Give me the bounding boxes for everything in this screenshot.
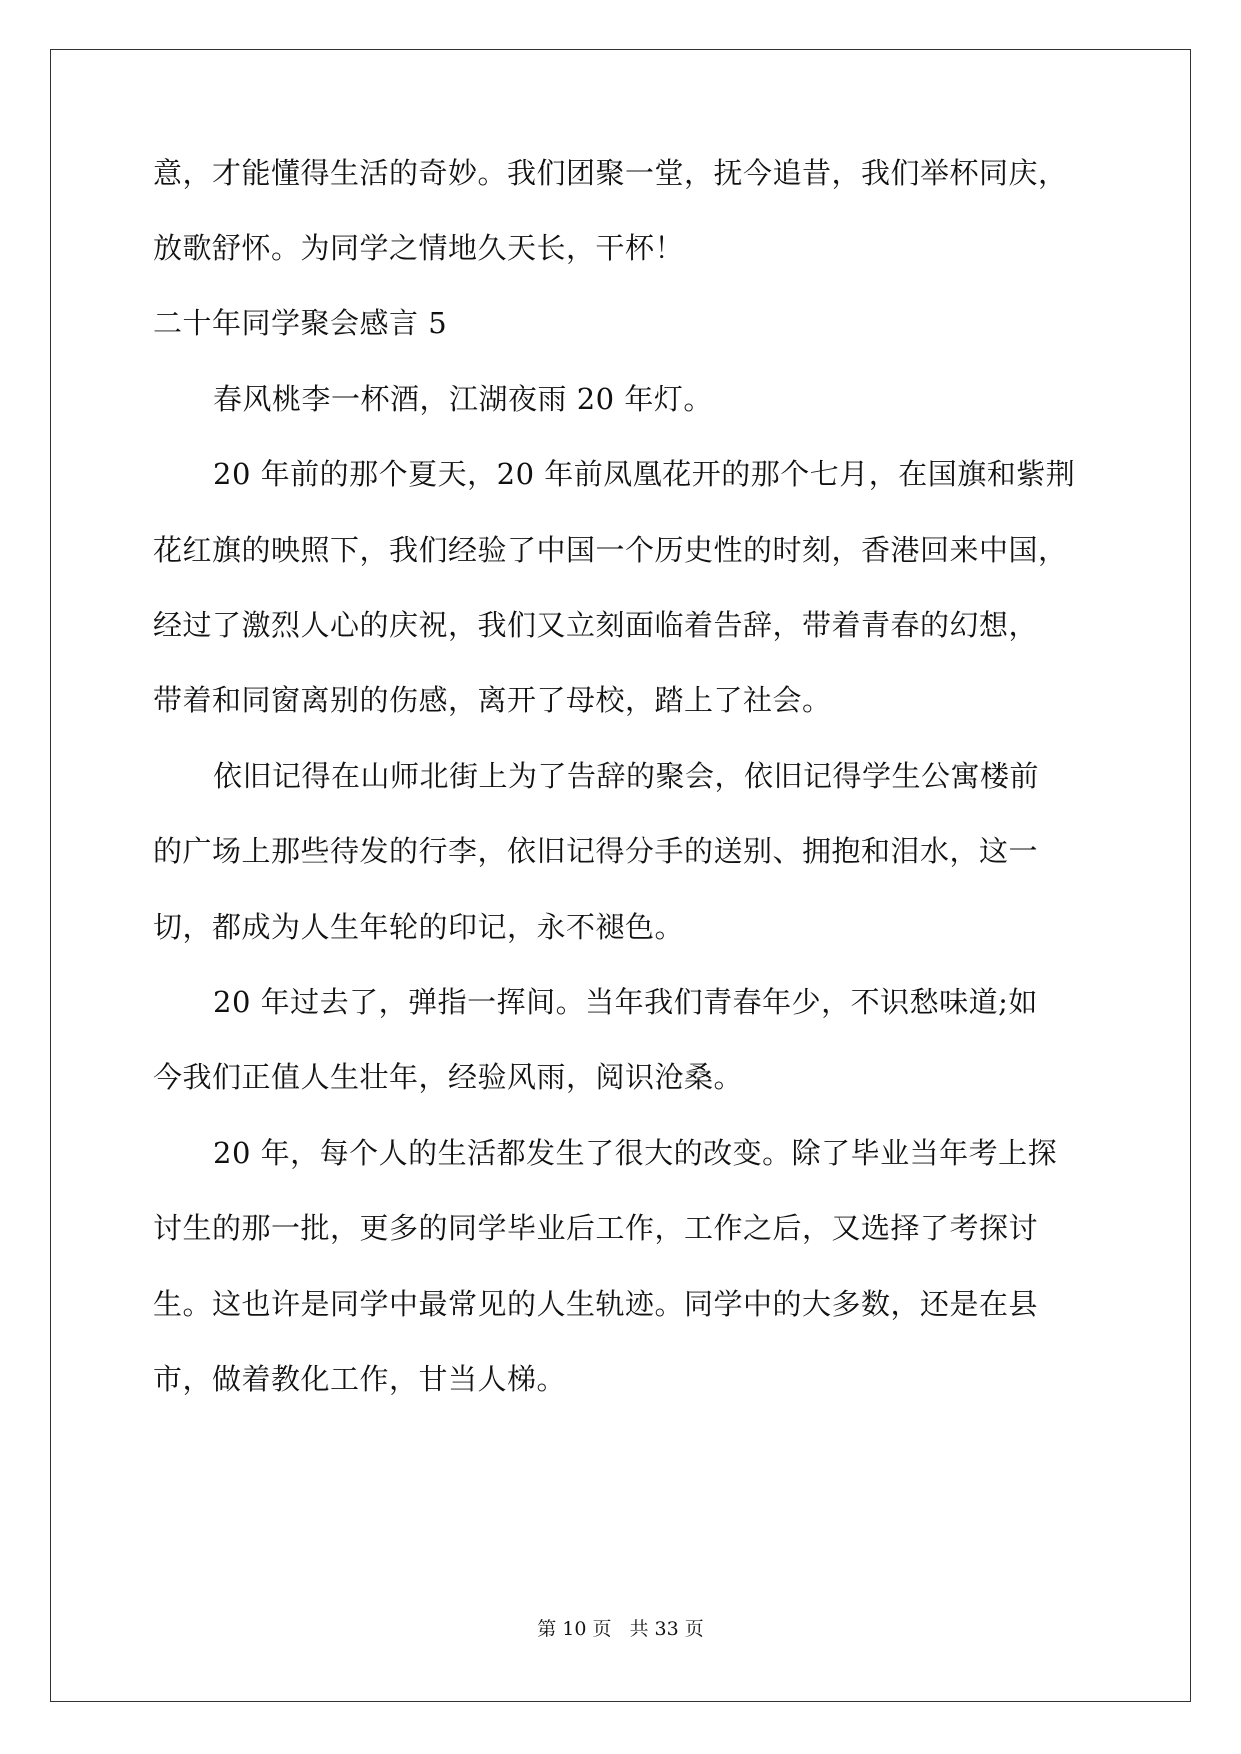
page-total: 共 33 页 [629, 1618, 704, 1640]
body-text-line: 20 年前的那个夏天，20 年前凤凰花开的那个七月，在国旗和紫荆 [213, 457, 1076, 491]
page-footer [0, 1617, 1241, 1641]
body-text-line: 生。这也许是同学中最常见的人生轨迹。同学中的大多数，还是在县 [153, 1287, 1039, 1321]
body-text-line: 20 年，每个人的生活都发生了很大的改变。除了毕业当年考上探 [213, 1136, 1058, 1170]
body-text-line: 经过了激烈人心的庆祝，我们又立刻面临着告辞，带着青春的幻想， [153, 608, 1039, 642]
body-text-line: 花红旗的映照下，我们经验了中国一个历史性的时刻，香港回来中国， [153, 533, 1068, 567]
page-border [50, 49, 1191, 1702]
body-text-line: 带着和同窗离别的伤感，离开了母校，踏上了社会。 [153, 683, 832, 717]
body-text-line: 市，做着教化工作，甘当人梯。 [153, 1362, 567, 1396]
body-text-line: 依旧记得在山师北街上为了告辞的聚会，依旧记得学生公寓楼前 [213, 759, 1040, 793]
body-text-line: 今我们正值人生壮年，经验风雨，阅识沧桑。 [153, 1060, 744, 1094]
body-text-line: 放歌舒怀。为同学之情地久天长，干杯！ [153, 231, 685, 265]
section-heading: 二十年同学聚会感言 5 [153, 306, 448, 340]
body-text-line: 的广场上那些待发的行李，依旧记得分手的送别、拥抱和泪水，这一 [153, 834, 1039, 868]
body-text-line: 讨生的那一批，更多的同学毕业后工作，工作之后，又选择了考探讨 [153, 1211, 1039, 1245]
body-text-line: 20 年过去了，弹指一挥间。当年我们青春年少，不识愁味道;如 [213, 985, 1038, 1019]
body-text-line: 春风桃李一杯酒，江湖夜雨 20 年灯。 [213, 382, 713, 416]
body-text-line: 切，都成为人生年轮的印记，永不褪色。 [153, 910, 685, 944]
body-text-line: 意，才能懂得生活的奇妙。我们团聚一堂，抚今追昔，我们举杯同庆， [153, 156, 1068, 190]
page-number: 第 10 页 [537, 1618, 612, 1640]
